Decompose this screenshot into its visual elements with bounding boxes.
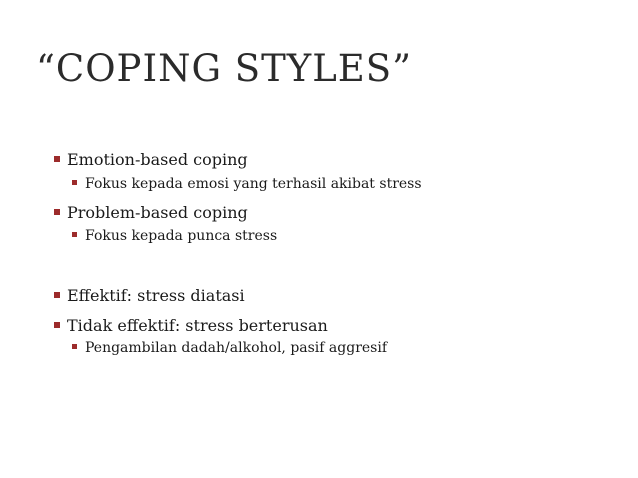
square-bullet-icon	[54, 156, 60, 162]
bullet-text: Effektif: stress diatasi	[67, 286, 245, 305]
slide-title: “COPING STYLES”	[36, 47, 413, 90]
sub-bullet-item-emotion-focus	[72, 174, 422, 194]
bullet-item-problem-based-coping	[54, 203, 248, 223]
bullet-item-not-effective	[54, 316, 328, 336]
sub-bullet-text: Pengambilan dadah/alkohol, pasif aggresif	[85, 340, 388, 356]
bullet-item-emotion-based-coping	[54, 150, 248, 170]
square-bullet-icon	[54, 322, 60, 328]
square-bullet-icon	[72, 232, 77, 237]
square-bullet-icon	[72, 344, 77, 349]
bullet-text: Tidak effektif: stress berterusan	[67, 316, 328, 335]
square-bullet-icon	[72, 180, 77, 185]
sub-bullet-text: Fokus kepada punca stress	[85, 228, 278, 244]
bullet-text: Emotion-based coping	[67, 150, 248, 169]
bullet-item-effective	[54, 286, 245, 306]
sub-bullet-item-problem-focus	[72, 226, 277, 246]
square-bullet-icon	[54, 209, 60, 215]
sub-bullet-item-examples	[72, 338, 387, 358]
square-bullet-icon	[54, 292, 60, 298]
sub-bullet-text: Fokus kepada emosi yang terhasil akibat stress	[85, 176, 422, 192]
bullet-text: Problem-based coping	[67, 203, 248, 222]
